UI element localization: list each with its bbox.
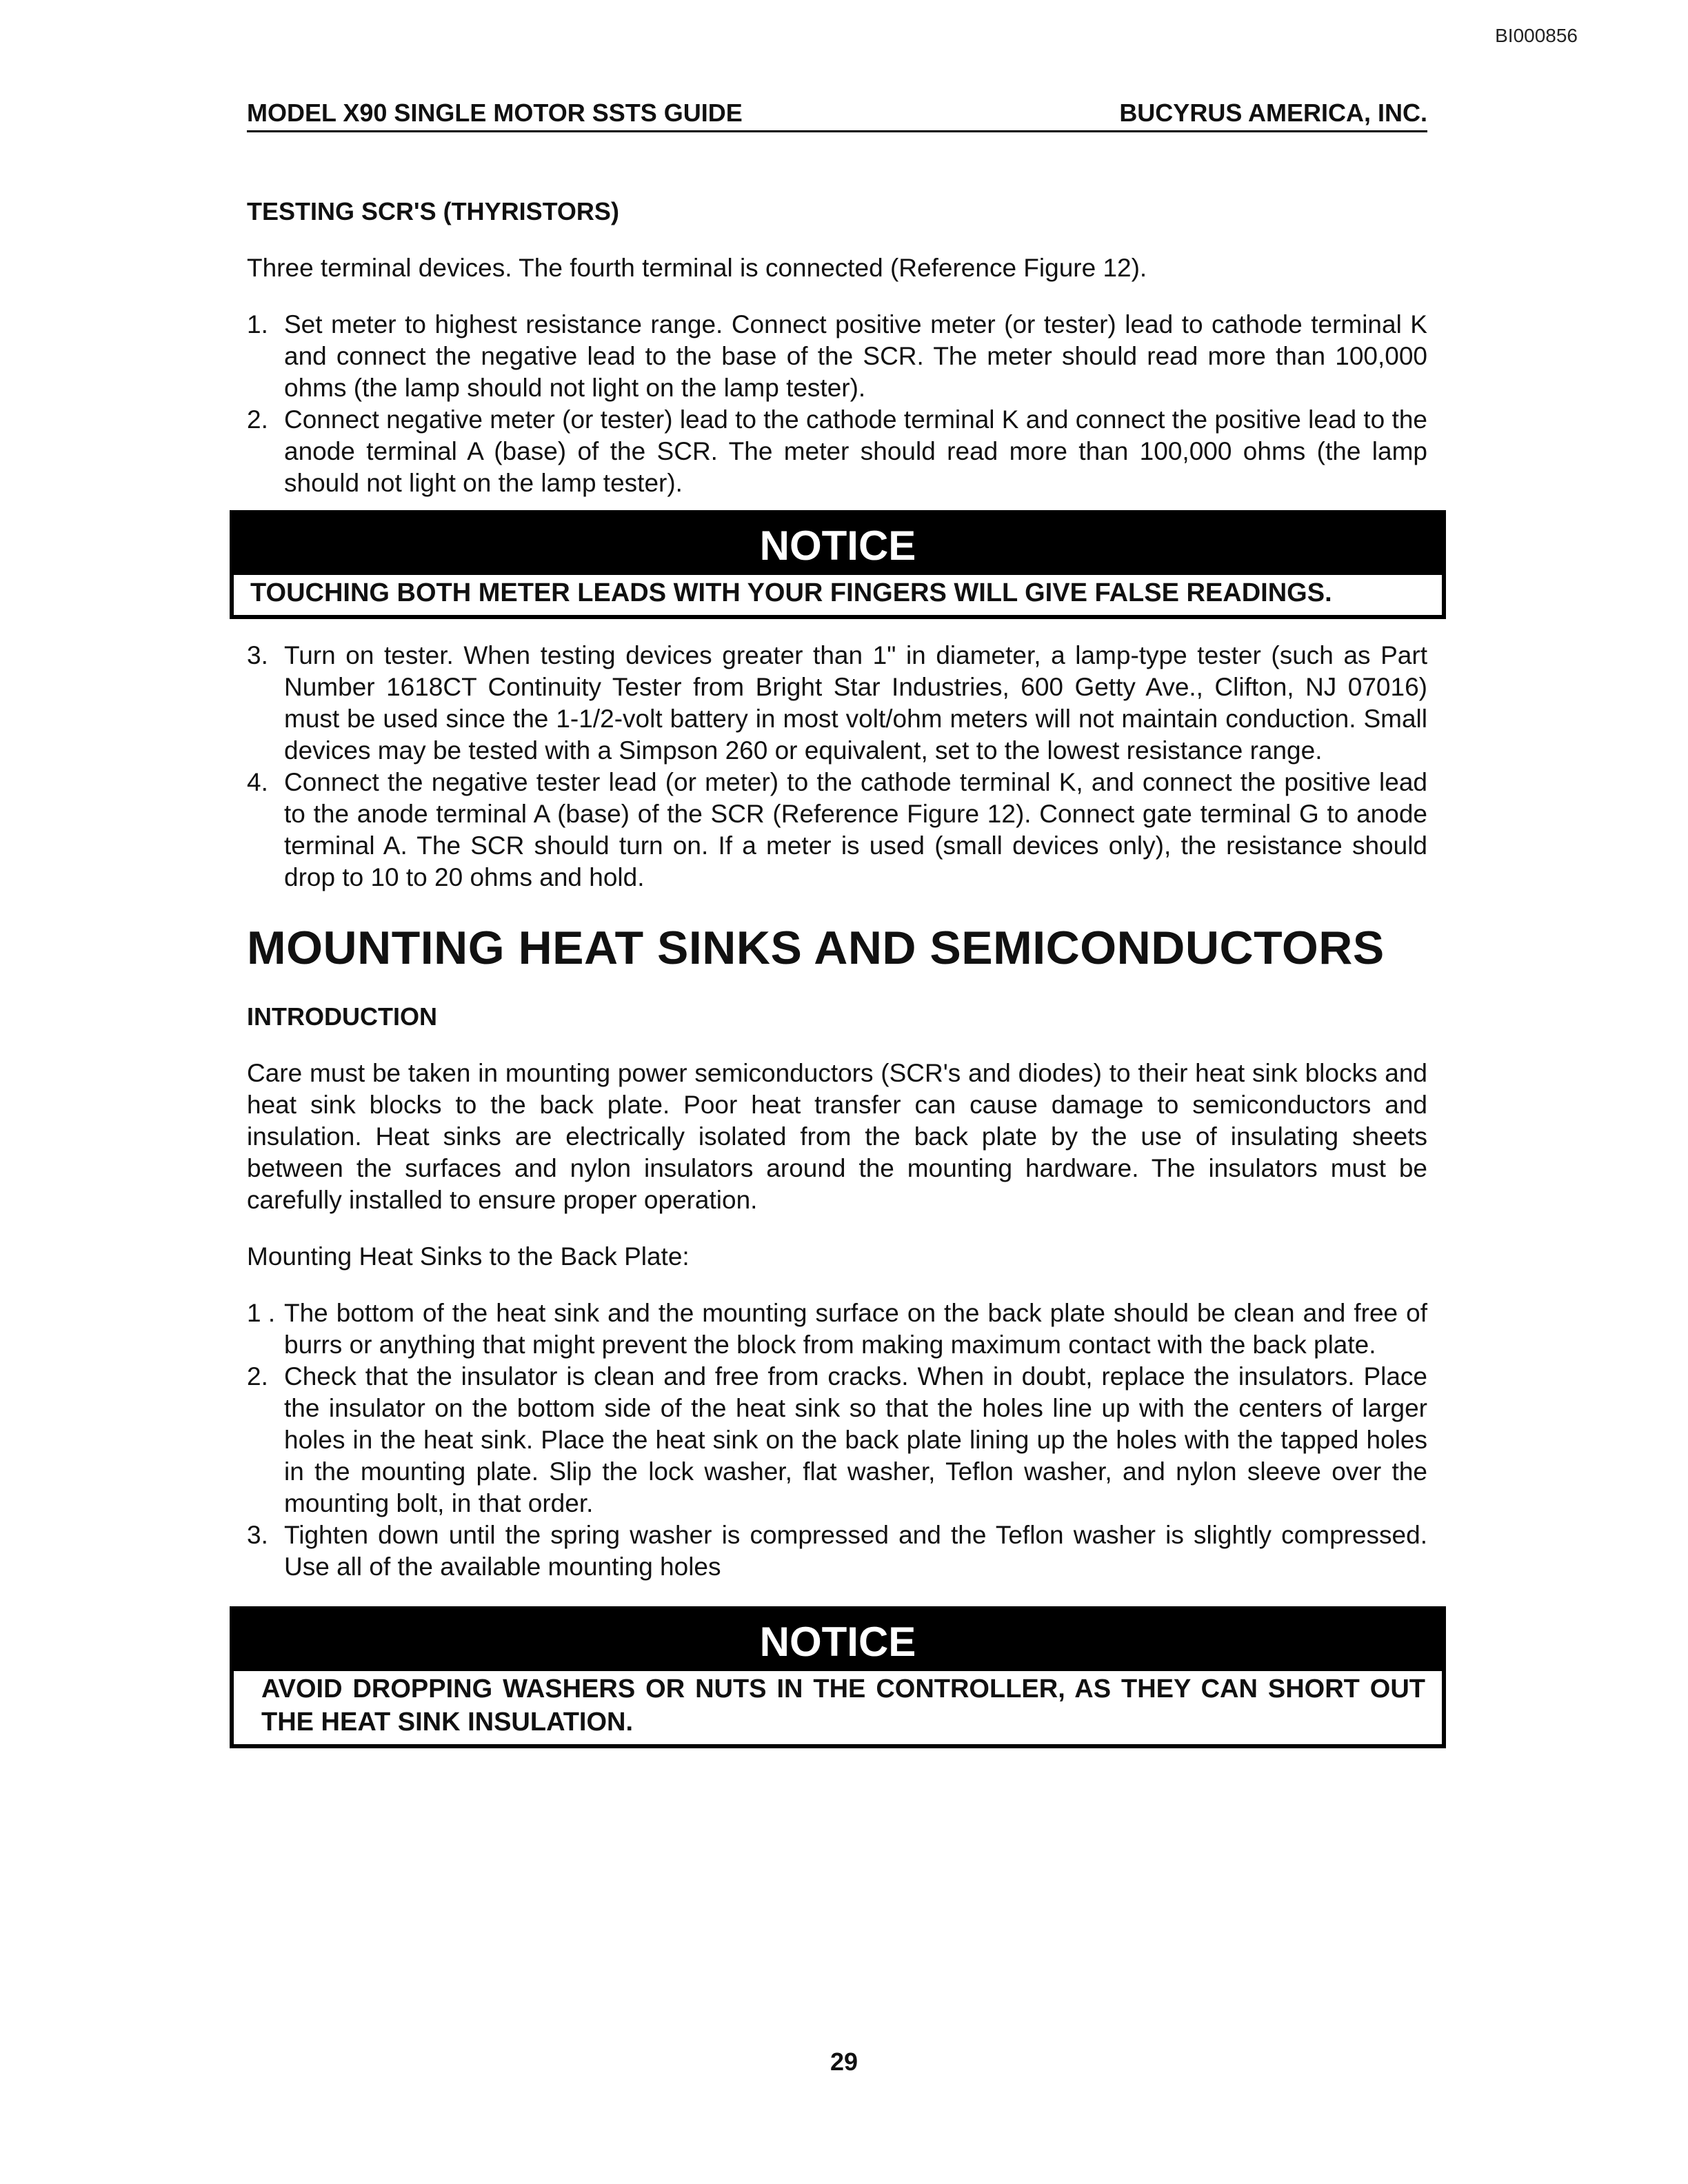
subsection-heading-introduction: INTRODUCTION — [247, 1002, 437, 1031]
list-item — [247, 1519, 1427, 1583]
section-intro: Three terminal devices. The fourth terminal is connected (Reference Figure 12). — [247, 254, 1147, 282]
list-number: 4. — [247, 768, 268, 796]
page-header — [247, 99, 1427, 132]
list-item — [247, 309, 1427, 404]
list-item — [247, 640, 1427, 767]
list-text: Check that the insulator is clean and free from cracks. When in doubt, replace the insulators. Place the insulator on the bottom side of the heat sink so that the holes line up with the centers of larger holes in the heat sink. Place the heat sink on the back plate lining up the holes with the tapped holes in the mounting plate. Slip the lock washer, flat washer, Teflon washer, and nylon sleeve over the mounting bolt, in that order. — [284, 1362, 1427, 1517]
notice-box-washers — [230, 1606, 1446, 1748]
list-text: Connect negative meter (or tester) lead to the cathode terminal K and connect the positive lead to the anode terminal A (base) of the SCR. The meter should read more than 100,000 ohms (the lamp should not light on the lamp tester). — [284, 405, 1427, 497]
introduction-paragraph: Care must be taken in mounting power semiconductors (SCR's and diodes) to their heat sink blocks and heat sink blocks to the back plate. Poor heat transfer can cause damage to semiconductors and insulation. Heat sinks are electrically isolated from the back plate by the use of insulating sheets between the surfaces and nylon insulators around the mounting hardware. The insulators must be carefully installed to ensure proper operation. — [247, 1059, 1427, 1214]
header-title: MODEL X90 SINGLE MOTOR SSTS GUIDE — [247, 99, 743, 127]
list-number: 3. — [247, 641, 268, 669]
list-number: 1. — [247, 310, 268, 338]
list-number: 2. — [247, 1362, 268, 1391]
header-company: BUCYRUS AMERICA, INC. — [1119, 99, 1427, 127]
notice-title: NOTICE — [234, 514, 1442, 575]
list-text: Set meter to highest resistance range. Connect positive meter (or tester) lead to cathode terminal K and connect the negative lead to the base of the SCR. The meter should read more than 100,000 ohms (the lamp should not light on the lamp tester). — [284, 310, 1427, 402]
section-heading-testing-scrs: TESTING SCR'S (THYRISTORS) — [247, 197, 619, 225]
list-text: Connect the negative tester lead (or meter) to the cathode terminal K, and connect the positive lead to the anode terminal A (base) of the SCR (Reference Figure 12). Connect gate terminal G to anode terminal A. The SCR should turn on. If a meter is used (small devices only), the resistance should drop to 10 to 20 ohms and hold. — [284, 768, 1427, 891]
steps-list-a — [247, 309, 1427, 499]
steps-lead-in: Mounting Heat Sinks to the Back Plate: — [247, 1242, 690, 1271]
page-content — [247, 197, 1427, 1748]
list-number: 3. — [247, 1521, 268, 1549]
list-number: 2. — [247, 405, 268, 434]
list-text: The bottom of the heat sink and the mounting surface on the back plate should be clean and free of burrs or anything that might prevent the block from making maximum contact with the back plate. — [284, 1299, 1427, 1359]
list-item — [247, 404, 1427, 499]
list-item — [247, 1361, 1427, 1519]
steps-list-mounting — [247, 1297, 1427, 1583]
notice-text: AVOID DROPPING WASHERS OR NUTS IN THE CONTROLLER, AS THEY CAN SHORT OUT THE HEAT SINK INSULATION. — [261, 1675, 1425, 1737]
notice-box-meter-leads — [230, 510, 1446, 619]
section-heading-mounting: MOUNTING HEAT SINKS AND SEMICONDUCTORS — [247, 922, 1385, 974]
list-text: Turn on tester. When testing devices greater than 1" in diameter, a lamp-type tester (such as Part Number 1618CT Continuity Tester from Bright Star Industries, 600 Getty Ave., Clifton, NJ 07016) must be used since the 1-1/2-volt battery in most volt/ohm meters will not maintain conduction. Small devices may be tested with a Simpson 260 or equivalent, set to the lowest resistance range. — [284, 641, 1427, 765]
list-text: Tighten down until the spring washer is compressed and the Teflon washer is slightly compressed. Use all of the available mounting holes — [284, 1521, 1427, 1581]
notice-title: NOTICE — [234, 1610, 1442, 1671]
list-item — [247, 1297, 1427, 1361]
document-id: BI000856 — [1495, 25, 1578, 46]
notice-text: TOUCHING BOTH METER LEADS WITH YOUR FINGERS WILL GIVE FALSE READINGS. — [250, 578, 1332, 607]
list-item — [247, 767, 1427, 893]
list-number: 1 . — [247, 1299, 276, 1327]
page-number: 29 — [830, 2048, 858, 2076]
steps-list-b — [247, 640, 1427, 893]
